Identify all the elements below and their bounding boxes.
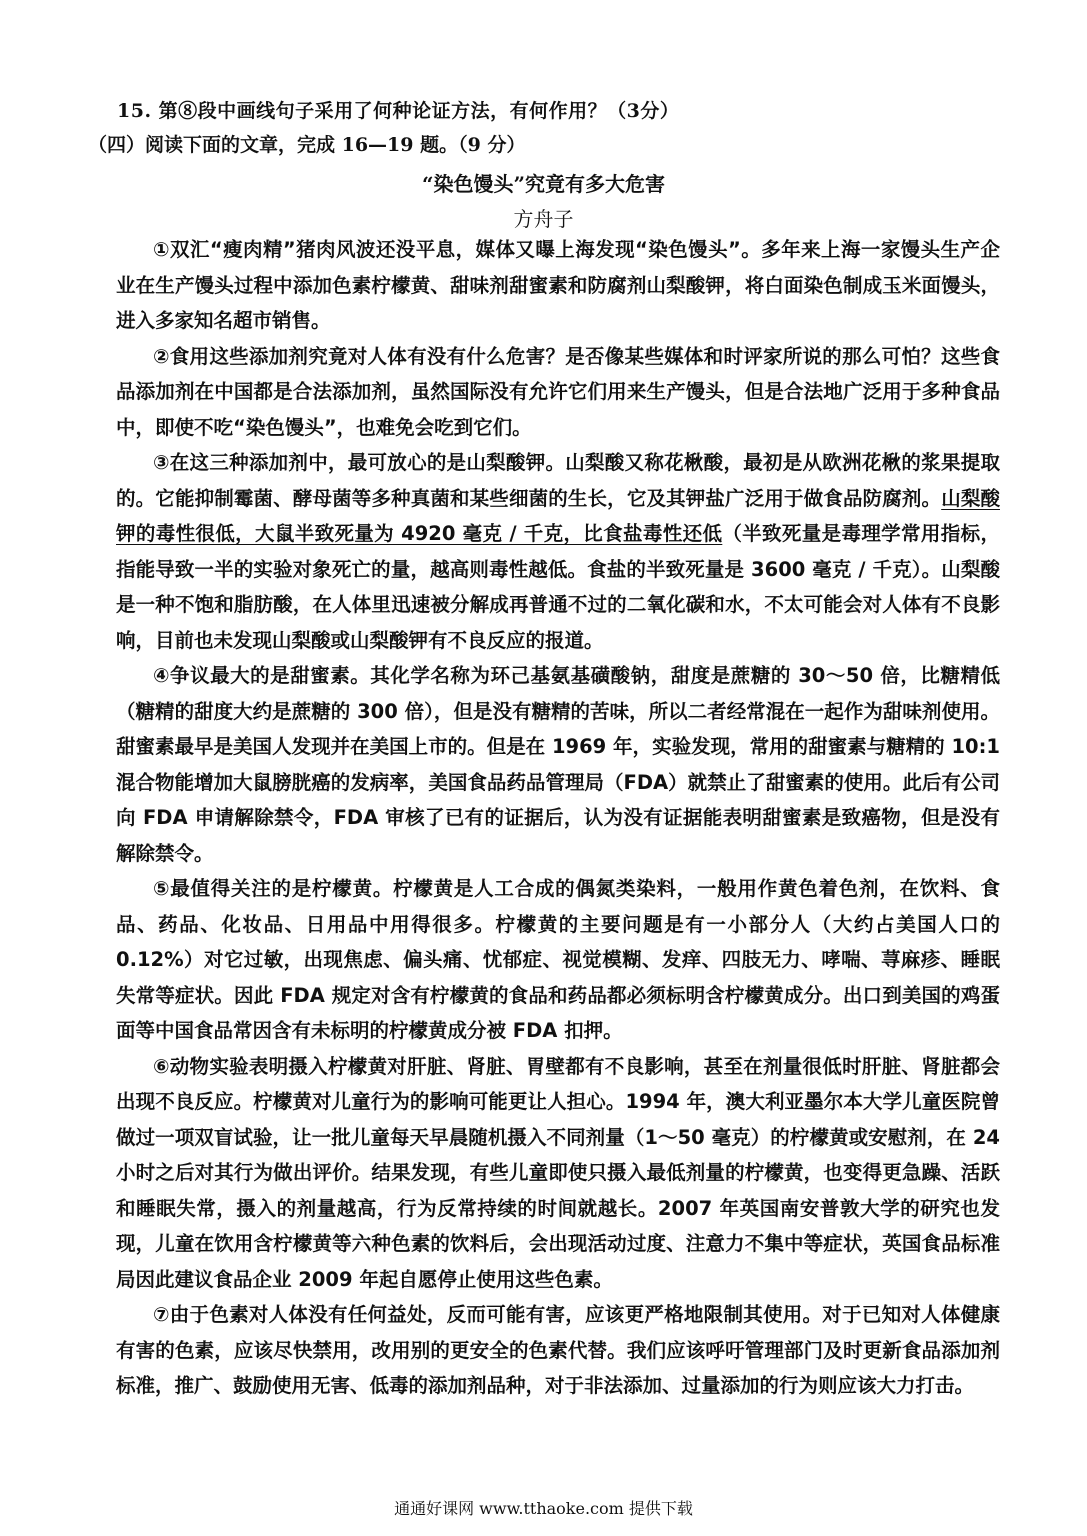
paragraph-6: ⑥动物实验表明摄入柠檬黄对肝脏、肾脏、胃壁都有不良影响，甚至在剂量很低时肝脏、肾脏都会出现不良反应。柠檬黄对儿童行为的影响可能更让人担心。1994 年，澳大利亚墨尔本大学儿童医院曾做过一项双盲试验，让一批儿童每天早晨随机摄入不同剂量（1～50 毫克）的柠檬黄或安慰剂，在 24 小时之后对其行为做出评价。结果发现，有些儿童即使只摄入最低剂量的柠檬黄，也变得更急躁、活跃和睡眠失常，摄入的剂量越高，行为反常持续的时间就越长。2007 年英国南安普敦大学的研究也发现，儿童在饮用含柠檬黄等六种色素的饮料后，会出现活动过度、注意力不集中等症状，英国食品标准局因此建议食品企业 2009 年起自愿停止使用这些色素。	[116, 1054, 1000, 1291]
paragraph-7: ⑦由于色素对人体没有任何益处，反而可能有害，应该更严格地限制其使用。对于已知对人体健康有害的色素，应该尽快禁用，改用别的更安全的色素代替。我们应该呼吁管理部门及时更新食品添加剂标准，推广、鼓励使用无害、低毒的添加剂品种，对于非法添加、过量添加的行为则应该大力打击。	[116, 1303, 1000, 1397]
page-footer: 通通好课网 www.tthaoke.com 提供下载	[394, 1499, 693, 1518]
paragraph-2: ②食用这些添加剂究竟对人体有没有什么危害？是否像某些媒体和时评家所说的那么可怕？这些食品添加剂在中国都是合法添加剂，虽然国际没有允许它们用来生产馒头，但是合法地广泛用于多种食品中，即使不吃“染色馒头”，也难免会吃到它们。	[116, 344, 1000, 439]
paragraph-5: ⑤最值得关注的是柠檬黄。柠檬黄是人工合成的偶氮类染料，一般用作黄色着色剂，在饮料、食品、药品、化妆品、日用品中用得很多。柠檬黄的主要问题是有一小部分人（大约占美国人口的 0.12%）对它过敏，出现焦虑、偏头痛、忧郁症、视觉模糊、发痒、四肢无力、哮喘、荨麻疹、睡眠失常等症状。因此 FDA 规定对含有柠檬黄的食品和药品都必须标明含柠檬黄成分。出口到美国的鸡蛋面等中国食品常因含有未标明的柠檬黄成分被 FDA 扣押。	[116, 877, 1000, 1042]
paragraph-1: ①双汇“瘦肉精”猪肉风波还没平息，媒体又曝上海发现“染色馒头”。多年来上海一家馒头生产企业在生产馒头过程中添加色素柠檬黄、甜味剂甜蜜素和防腐剂山梨酸钾，将白面染色制成玉米面馒头，进入多家知名超市销售。	[116, 238, 1000, 332]
paragraph-3-text-after: （半致死量是毒理学常用指标，指能导致一半的实验对象死亡的量，越高则毒性越低。食盐的半致死量是 3600 毫克 / 千克）。山梨酸是一种不饱和脂肪酸，在人体里迅速被分解成再普通不过的二氧化碳和水，不太可能会对人体有不良影响，目前也未发现山梨酸或山梨酸钾有不良反应的报道。	[116, 522, 1000, 652]
underlined-sentence: 山梨酸钾的毒性很低，大鼠半致死量为 4920 毫克 / 千克，比食盐毒性还低	[116, 486, 1000, 545]
paragraph-3	[116, 445, 1000, 658]
question-15: 15. 第⑧段中画线句子采用了何种论证方法，有何作用？（3分）	[117, 100, 680, 122]
section-heading: （四）阅读下面的文章，完成 16—19 题。（9 分）	[88, 134, 526, 156]
article-title: “染色馒头”究竟有多大危害	[421, 172, 665, 196]
paragraph-3-text-before: ③在这三种添加剂中，最可放心的是山梨酸钾。山梨酸又称花楸酸，最初是从欧洲花楸的浆果提取的。它能抑制霉菌、酵母菌等多种真菌和某些细菌的生长，它及其钾盐广泛用于做食品防腐剂。	[116, 451, 1000, 510]
article-author: 方舟子	[513, 207, 574, 231]
paragraph-4: ④争议最大的是甜蜜素。其化学名称为环己基氨基磺酸钠，甜度是蔗糖的 30～50 倍，比糖精低（糖精的甜度大约是蔗糖的 300 倍），但是没有糖精的苦味，所以二者经常混在一起作为甜味剂使用。甜蜜素最早是美国人发现并在美国上市的。但是在 1969 年，实验发现，常用的甜蜜素与糖精的 10:1 混合物能增加大鼠膀胱癌的发病率，美国食品药品管理局（FDA）就禁止了甜蜜素的使用。此后有公司向 FDA 申请解除禁令，FDA 审核了已有的证据后，认为没有证据能表明甜蜜素是致癌物，但是没有解除禁令。	[116, 664, 1000, 865]
article-body	[116, 232, 1000, 1404]
